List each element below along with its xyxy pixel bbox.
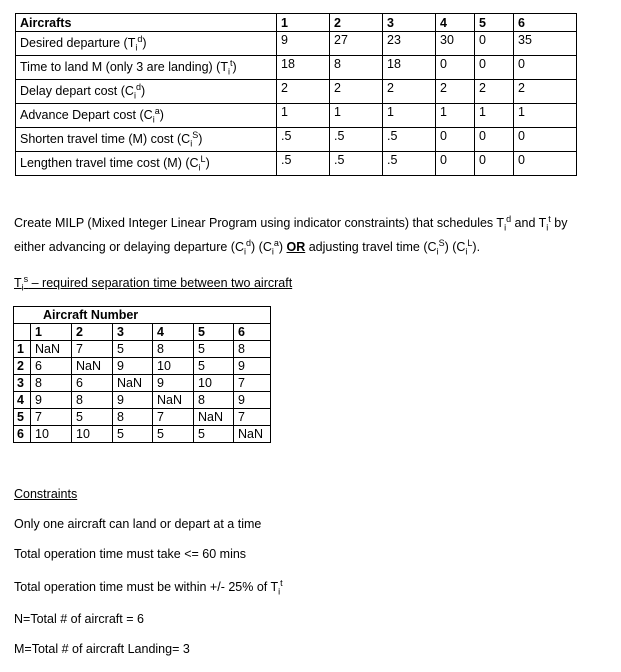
separation-cell: NaN	[234, 426, 271, 443]
separation-cell: 6	[72, 375, 113, 392]
aircraft-cell: 1	[330, 104, 383, 128]
aircraft-cell: .5	[383, 152, 436, 176]
aircraft-cell: 2	[383, 80, 436, 104]
aircraft-table-row	[16, 128, 577, 152]
separation-row	[14, 409, 271, 426]
aircraft-col-5: 5	[475, 14, 514, 32]
subscript: i	[198, 162, 201, 173]
separation-cell: 5	[113, 426, 153, 443]
separation-row	[14, 358, 271, 375]
aircraft-cell: 0	[514, 128, 577, 152]
aircraft-cell: 8	[330, 56, 383, 80]
subscript: i	[227, 66, 230, 77]
separation-col-6: 6	[234, 324, 271, 341]
aircraft-row-label	[16, 128, 277, 152]
superscript: t	[548, 214, 551, 224]
aircraft-row-label	[16, 152, 277, 176]
aircraft-cell: .5	[330, 152, 383, 176]
separation-cell: 10	[31, 426, 72, 443]
separation-cell: 7	[31, 409, 72, 426]
aircraft-cell: 2	[475, 80, 514, 104]
separation-cell: 7	[72, 341, 113, 358]
aircraft-header-label: Aircrafts	[16, 14, 277, 32]
separation-cell: 10	[194, 375, 234, 392]
superscript: t	[280, 578, 283, 588]
separation-cell: NaN	[72, 358, 113, 375]
instruction-text: ) (C	[251, 240, 272, 255]
instruction-text: by	[550, 216, 568, 231]
superscript: s	[23, 274, 29, 284]
aircraft-cell: 23	[383, 32, 436, 56]
instruction-line-2	[14, 236, 568, 260]
separation-cell: 5	[113, 341, 153, 358]
aircraft-cell: 2	[436, 80, 475, 104]
aircraft-cell: 2	[277, 80, 330, 104]
separation-cell: 7	[234, 375, 271, 392]
separation-cell: 9	[153, 375, 194, 392]
aircraft-row-label	[16, 104, 277, 128]
aircraft-cell: 1	[383, 104, 436, 128]
subscript: i	[271, 246, 274, 257]
row-label-text: Desired departure (T	[20, 36, 136, 51]
separation-col-1: 1	[31, 324, 72, 341]
separation-definition	[14, 272, 292, 296]
aircraft-cell: 35	[514, 32, 577, 56]
aircraft-cell: 0	[475, 56, 514, 80]
separation-cell: 8	[113, 409, 153, 426]
subscript: i	[133, 90, 136, 101]
separation-row	[14, 426, 271, 443]
separation-cell: 5	[194, 341, 234, 358]
separation-row	[14, 392, 271, 409]
aircraft-cell: 18	[383, 56, 436, 80]
aircraft-cell: 0	[436, 152, 475, 176]
constraint-text: Total operation time must be within +/- 25% of T	[14, 580, 279, 595]
aircraft-table-header	[16, 14, 577, 32]
superscript: d	[506, 214, 512, 224]
aircraft-cell: 1	[475, 104, 514, 128]
separation-cell: 9	[31, 392, 72, 409]
separation-cell: 9	[113, 358, 153, 375]
subscript: i	[244, 246, 246, 257]
constraint-item-3	[14, 578, 283, 597]
instruction-line-1	[14, 212, 568, 236]
separation-cell: 7	[153, 409, 194, 426]
separation-cell: NaN	[31, 341, 72, 358]
instruction-text: ) (C	[444, 240, 466, 255]
separation-row	[14, 341, 271, 358]
separation-col-4: 4	[153, 324, 194, 341]
superscript: a	[273, 237, 279, 248]
row-label-tail: )	[232, 60, 237, 75]
separation-row-id: 4	[14, 392, 31, 409]
aircraft-col-1: 1	[277, 14, 330, 32]
aircraft-cell: 0	[475, 32, 514, 56]
row-label-text: Shorten travel time (M) cost (C	[20, 132, 191, 147]
aircraft-cell: 30	[436, 32, 475, 56]
row-label-text: Advance Depart cost (C	[20, 108, 153, 123]
superscript: S	[438, 237, 445, 248]
aircraft-cell: 0	[436, 56, 475, 80]
superscript: t	[229, 58, 233, 69]
aircraft-col-3: 3	[383, 14, 436, 32]
aircraft-row-label	[16, 32, 277, 56]
separation-cell: 9	[234, 392, 271, 409]
superscript: d	[135, 82, 141, 93]
separation-table	[13, 306, 271, 443]
separation-cell: 10	[153, 358, 194, 375]
separation-col-2: 2	[72, 324, 113, 341]
separation-symbol: T	[14, 276, 22, 291]
aircraft-table-row	[16, 104, 577, 128]
separation-row-id: 6	[14, 426, 31, 443]
subscript: i	[190, 138, 193, 149]
separation-title-row	[14, 307, 271, 324]
aircraft-cell: 0	[475, 152, 514, 176]
aircraft-cell: .5	[383, 128, 436, 152]
separation-row-id: 3	[14, 375, 31, 392]
aircraft-cell: .5	[277, 128, 330, 152]
aircraft-cell: 0	[436, 128, 475, 152]
aircraft-cell: 0	[514, 152, 577, 176]
subscript: i	[21, 282, 24, 293]
row-label-tail: )	[140, 84, 146, 99]
separation-cell: NaN	[194, 409, 234, 426]
row-label-tail: )	[205, 156, 210, 171]
subscript: i	[504, 222, 507, 233]
aircraft-row-label	[16, 80, 277, 104]
row-label-tail: )	[159, 108, 164, 123]
aircraft-table-row	[16, 56, 577, 80]
superscript: L	[467, 237, 473, 248]
separation-cell: 5	[194, 426, 234, 443]
superscript: d	[246, 237, 252, 248]
instruction-text: )	[278, 240, 287, 255]
separation-col-5: 5	[194, 324, 234, 341]
or-emphasis: OR	[286, 240, 306, 255]
separation-row-id: 2	[14, 358, 31, 375]
instruction-text: Create MILP (Mixed Integer Linear Program using indicator constraints) that schedules T	[14, 216, 505, 231]
separation-corner	[14, 324, 31, 341]
row-label-tail: )	[142, 36, 147, 51]
aircraft-cell: 2	[330, 80, 383, 104]
separation-row-id: 1	[14, 341, 31, 358]
row-label-text: Lengthen travel time cost (M) (C	[20, 156, 199, 171]
separation-cell: 7	[234, 409, 271, 426]
aircraft-cell: 1	[277, 104, 330, 128]
aircraft-col-4: 4	[436, 14, 475, 32]
separation-cell: 8	[234, 341, 271, 358]
aircraft-table-row	[16, 32, 577, 56]
separation-row-id: 5	[14, 409, 31, 426]
subscript: i	[135, 42, 138, 53]
subscript: i	[278, 586, 281, 597]
subscript: i	[152, 114, 155, 125]
separation-cell: 8	[153, 341, 194, 358]
superscript: L	[200, 154, 206, 165]
aircraft-table-row	[16, 152, 577, 176]
separation-cell: 10	[72, 426, 113, 443]
aircraft-col-2: 2	[330, 14, 383, 32]
aircraft-row-label	[16, 56, 277, 80]
row-label-tail: )	[198, 132, 203, 147]
separation-cell: 9	[234, 358, 271, 375]
separation-definition-text: – required separation time between two aircraft	[28, 276, 293, 291]
constraint-item: Total operation time must take <= 60 mins	[14, 547, 247, 561]
aircraft-cell: 0	[475, 128, 514, 152]
separation-cell: 6	[31, 358, 72, 375]
aircraft-col-6: 6	[514, 14, 577, 32]
aircraft-cell: 2	[514, 80, 577, 104]
subscript: i	[436, 246, 439, 257]
superscript: S	[192, 130, 199, 141]
row-label-text: Delay depart cost (C	[20, 84, 134, 99]
separation-col-3: 3	[113, 324, 153, 341]
row-label-text: Time to land M (only 3 are landing) (T	[20, 60, 228, 75]
separation-cell: 5	[72, 409, 113, 426]
instruction-text: ).	[472, 240, 481, 255]
constraint-item: Only one aircraft can land or depart at a time	[14, 517, 262, 531]
subscript: i	[546, 222, 549, 233]
separation-row	[14, 375, 271, 392]
separation-cell: NaN	[153, 392, 194, 409]
separation-cell: 5	[153, 426, 194, 443]
constraint-item: N=Total # of aircraft = 6	[14, 612, 144, 626]
constraints-heading: Constraints	[14, 487, 78, 501]
aircraft-cell: 0	[514, 56, 577, 80]
aircraft-cell: 27	[330, 32, 383, 56]
instruction-text: either advancing or delaying departure (C	[14, 240, 244, 255]
separation-cell: 5	[194, 358, 234, 375]
aircraft-cell: 18	[277, 56, 330, 80]
subscript: i	[465, 246, 468, 257]
instruction-text: adjusting travel time (C	[305, 240, 437, 255]
constraint-item: M=Total # of aircraft Landing= 3	[14, 642, 190, 656]
aircraft-parameter-table	[15, 13, 577, 176]
separation-cell: NaN	[113, 375, 153, 392]
aircraft-cell: 1	[436, 104, 475, 128]
aircraft-cell: 1	[514, 104, 577, 128]
aircraft-cell: 9	[277, 32, 330, 56]
instruction-text: and T	[511, 216, 547, 231]
instruction-paragraph	[14, 212, 568, 260]
aircraft-table-row	[16, 80, 577, 104]
separation-cell: 9	[113, 392, 153, 409]
separation-cell: 8	[72, 392, 113, 409]
separation-cell: 8	[194, 392, 234, 409]
superscript: a	[154, 106, 160, 117]
separation-cell: 8	[31, 375, 72, 392]
superscript: d	[137, 34, 143, 45]
aircraft-cell: .5	[330, 128, 383, 152]
separation-header-row	[14, 324, 271, 341]
aircraft-cell: .5	[277, 152, 330, 176]
separation-table-title: Aircraft Number	[14, 307, 271, 324]
